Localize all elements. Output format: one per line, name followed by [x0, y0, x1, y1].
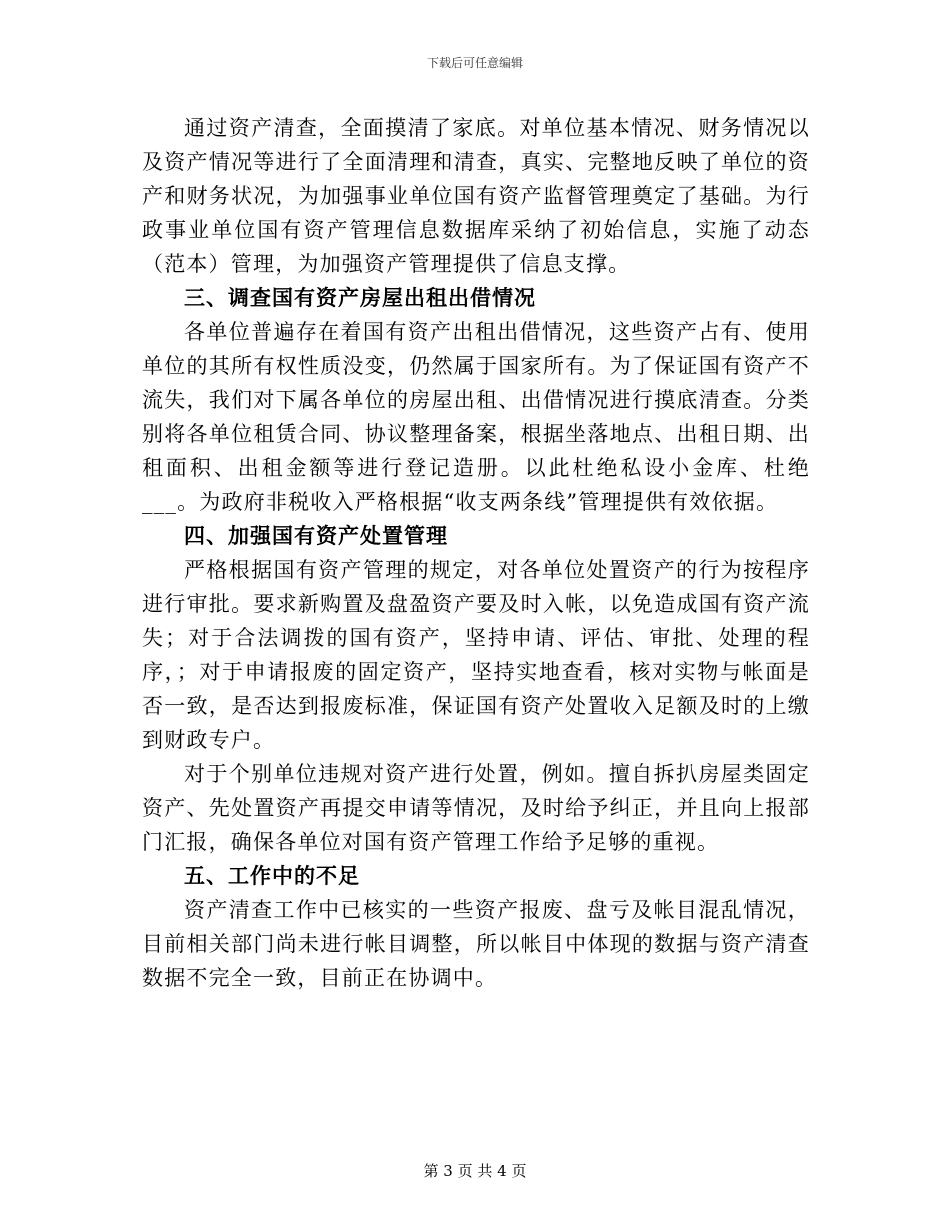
- paragraph-rental-lending: 各单位普遍存在着国有资产出租出借情况，这些资产占有、使用单位的其所有权性质没变，仍然属于国家所有。为了保证国有资产不流失，我们对下属各单位的房屋出租、出借情况进行摸底清查。分类别将各单位租赁合同、协议整理备案，根据坐落地点、出租日期、出租面积、出租金额等进行登记造册。以此杜绝私设小金库、杜绝___。为政府非税收入严格根据“收支两条线”管理提供有效依据。: [142, 320, 810, 514]
- paragraph-shortcomings: 资产清查工作中已核实的一些资产报废、盘亏及帐目混乱情况，目前相关部门尚未进行帐目调整，所以帐目中体现的数据与资产清查数据不完全一致，目前正在协调中。: [142, 898, 810, 990]
- paragraph-disposal-approval: 严格根据国有资产管理的规定，对各单位处置资产的行为按程序进行审批。要求新购置及盘盈资产要及时入帐，以免造成国有资产流失；对于合法调拨的国有资产，坚持申请、评估、审批、处理的程序，；对于申请报废的固定资产，坚持实地查看，核对实物与帐面是否一致，是否达到报废标准，保证国有资产处置收入足额及时的上缴到财政专户。: [142, 558, 810, 752]
- section-heading-4: 四、加强国有资产处置管理: [184, 524, 448, 548]
- section-heading-3: 三、调查国有资产房屋出租出借情况: [184, 286, 536, 310]
- page-number: 第 3 页 共 4 页: [423, 1162, 527, 1180]
- document-body: [142, 111, 810, 995]
- section-heading-5: 五、工作中的不足: [184, 864, 360, 888]
- paragraph-violation-correction: 对于个别单位违规对资产进行处置，例如。擅自拆扒房屋类固定资产、先处置资产再提交申请等情况，及时给予纠正，并且向上报部门汇报，确保各单位对国有资产管理工作给予足够的重视。: [142, 762, 810, 854]
- paragraph-asset-inventory: 通过资产清查，全面摸清了家底。对单位基本情况、财务情况以及资产情况等进行了全面清理和清查，真实、完整地反映了单位的资产和财务状况，为加强事业单位国有资产监督管理奠定了基础。为行政事业单位国有资产管理信息数据库采纳了初始信息，实施了动态（范本）管理，为加强资产管理提供了信息支撑。: [142, 116, 810, 276]
- page-header: 下载后可任意编辑: [426, 56, 523, 70]
